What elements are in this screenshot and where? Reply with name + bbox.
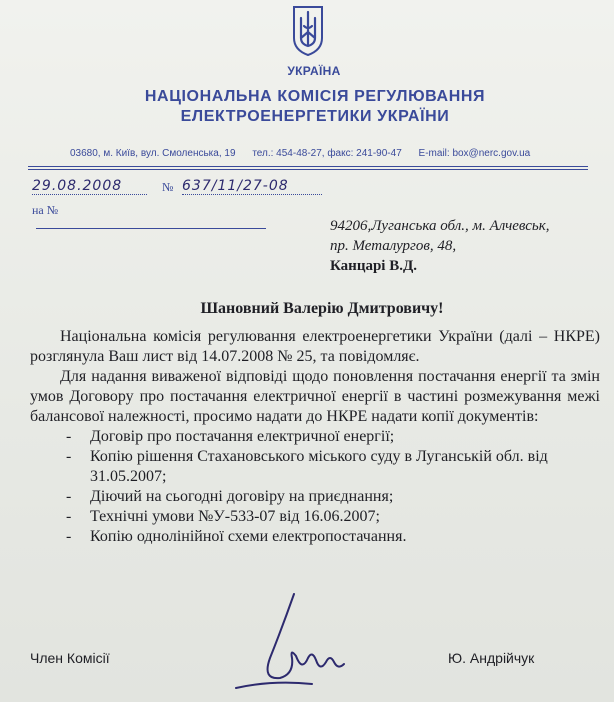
- trident-emblem-icon: [291, 4, 325, 58]
- phone-fax: тел.: 454-48-27, факс: 241-90-47: [252, 148, 402, 159]
- list-item: - Копію рішення Стахановського міського суду в Луганській обл. від 31.05.2007;: [66, 448, 548, 485]
- letterhead-divider: [28, 166, 588, 167]
- salutation: Шановний Валерію Дмитровичу!: [200, 300, 444, 317]
- list-item: - Діючий на сьогодні договіру на приєднання;: [66, 488, 394, 505]
- email-address: E-mail: box@nerc.gov.ua: [418, 148, 531, 159]
- addressee-address-line2: пр. Металургов, 48,: [330, 238, 457, 254]
- list-marker: -: [66, 508, 72, 525]
- postal-address: 03680, м. Київ, вул. Смоленська, 19: [70, 148, 236, 159]
- letter-number: 637/11/27-08: [182, 178, 322, 195]
- addressee-block: [330, 216, 610, 276]
- organization-name-line2: ЕЛЕКТРОЕНЕРГЕТИКИ УКРАЇНИ: [180, 108, 450, 125]
- incoming-reference-label: на №: [32, 203, 59, 217]
- list-marker: -: [66, 528, 72, 545]
- blank-field-line: [36, 228, 266, 229]
- letter-body: [30, 327, 600, 547]
- contact-details: [70, 148, 570, 159]
- letterhead-divider: [28, 169, 588, 170]
- letter-date: 29.08.2008: [32, 178, 147, 195]
- signatory-name: Ю. Андрійчук: [448, 650, 535, 666]
- body-paragraph: Для надання виваженої відповіді щодо поновлення постачання енергії та змін умов Договору про постачання електричної енергії в частині розмежування межі балансової належності, просимо надати до НКРЕ надати копії документів:: [30, 368, 600, 425]
- list-item: - Технічні умови №У-533-07 від 16.06.2007;: [66, 508, 380, 525]
- incoming-reference: [32, 203, 292, 233]
- documents-list: [30, 427, 600, 547]
- country-heading: УКРАЇНА: [287, 64, 341, 78]
- addressee-address-line1: 94206,Луганська обл., м. Алчевськ,: [330, 218, 550, 234]
- organization-name-line1: НАЦІОНАЛЬНА КОМІСІЯ РЕГУЛЮВАННЯ: [144, 88, 486, 105]
- number-label: №: [162, 180, 174, 194]
- list-marker: -: [66, 488, 72, 505]
- list-marker: -: [66, 448, 72, 465]
- outgoing-reference: [32, 178, 332, 198]
- signatory-position: Член Комісії: [30, 650, 110, 666]
- list-item: - Копію однолінійної схеми електропостачання.: [66, 528, 407, 545]
- handwritten-signature-icon: [232, 588, 362, 698]
- list-item: - Договір про постачання електричної енергії;: [66, 428, 395, 445]
- list-marker: -: [66, 428, 72, 445]
- addressee-name: Канцарі В.Д.: [330, 258, 418, 274]
- body-paragraph: Національна комісія регулювання електроенергетики України (далі – НКРЕ) розглянула Ваш лист від 14.07.2008 № 25, та повідомляє.: [30, 328, 600, 365]
